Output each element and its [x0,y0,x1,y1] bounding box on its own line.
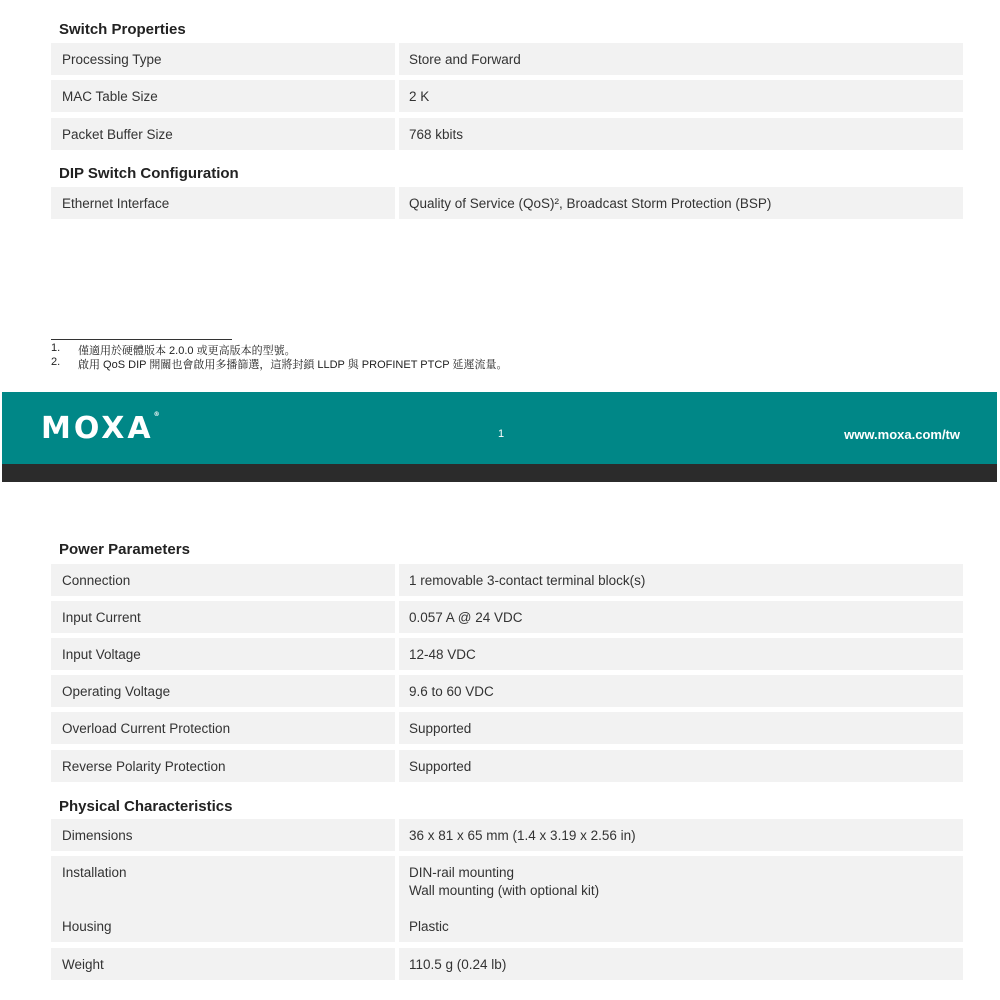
spec-label: Packet Buffer Size [51,118,395,150]
spec-row-processing-type [51,43,963,75]
website-link[interactable]: www.moxa.com/tw [844,427,960,442]
spec-value: 110.5 g (0.24 lb) [399,948,963,980]
spec-value [399,856,963,911]
dip-switch-title: DIP Switch Configuration [59,165,239,182]
spec-value: Plastic [399,910,963,942]
footnote-number: 1. [51,342,61,354]
spec-row-ethernet-interface [51,187,963,219]
spec-row-reverse-polarity-protection [51,750,963,782]
footnote-text: 僅適用於硬體版本 2.0.0 或更高版本的型號。 [78,345,296,357]
spec-value: 9.6 to 60 VDC [399,675,963,707]
switch-properties-title: Switch Properties [59,21,186,38]
physical-characteristics-title: Physical Characteristics [59,798,233,815]
spec-label: Input Voltage [51,638,395,670]
spec-value: 0.057 A @ 24 VDC [399,601,963,633]
spec-row-dimensions [51,819,963,851]
spec-value: 768 kbits [399,118,963,150]
footnote-divider [51,339,232,340]
footnote-2 [51,356,507,372]
page-number: 1 [498,428,505,440]
spec-label: Operating Voltage [51,675,395,707]
spec-row-input-current [51,601,963,633]
spec-label: Ethernet Interface [51,187,395,219]
moxa-logo [41,411,160,446]
spec-row-weight [51,948,963,980]
footnote-number: 2. [51,356,61,368]
logo-text: MOXA [41,411,154,446]
spec-value: 2 K [399,80,963,112]
spec-value: Supported [399,750,963,782]
spec-row-mac-table-size [51,80,963,112]
spec-value: 1 removable 3-contact terminal block(s) [399,564,963,596]
spec-value: Quality of Service (QoS)², Broadcast Storm Protection (BSP) [399,187,963,219]
spec-row-packet-buffer-size [51,118,963,150]
spec-label: Overload Current Protection [51,712,395,744]
spec-row-housing [51,910,963,942]
spec-row-installation [51,856,963,911]
spec-row-operating-voltage [51,675,963,707]
spec-label: Input Current [51,601,395,633]
spec-value: 36 x 81 x 65 mm (1.4 x 3.19 x 2.56 in) [399,819,963,851]
spec-label: Housing [51,910,395,942]
spec-label: Processing Type [51,43,395,75]
spec-value-line: DIN-rail mounting [409,865,515,880]
spec-row-connection [51,564,963,596]
spec-row-input-voltage [51,638,963,670]
spec-label: MAC Table Size [51,80,395,112]
footnote-text: 啟用 QoS DIP 開關也會啟用多播篩選，這將封鎖 LLDP 與 PROFINET PTCP 延遲流量。 [78,359,508,371]
spec-label: Reverse Polarity Protection [51,750,395,782]
spec-value: Supported [399,712,963,744]
spec-label: Installation [51,856,395,911]
registered-mark: ® [153,411,160,418]
spec-label: Dimensions [51,819,395,851]
spec-value: Store and Forward [399,43,963,75]
spec-value-line: Wall mounting (with optional kit) [409,883,600,898]
footer-dark-strip [2,464,997,482]
spec-label: Weight [51,948,395,980]
spec-label: Connection [51,564,395,596]
spec-row-overload-current-protection [51,712,963,744]
spec-value: 12-48 VDC [399,638,963,670]
power-parameters-title: Power Parameters [59,541,190,558]
